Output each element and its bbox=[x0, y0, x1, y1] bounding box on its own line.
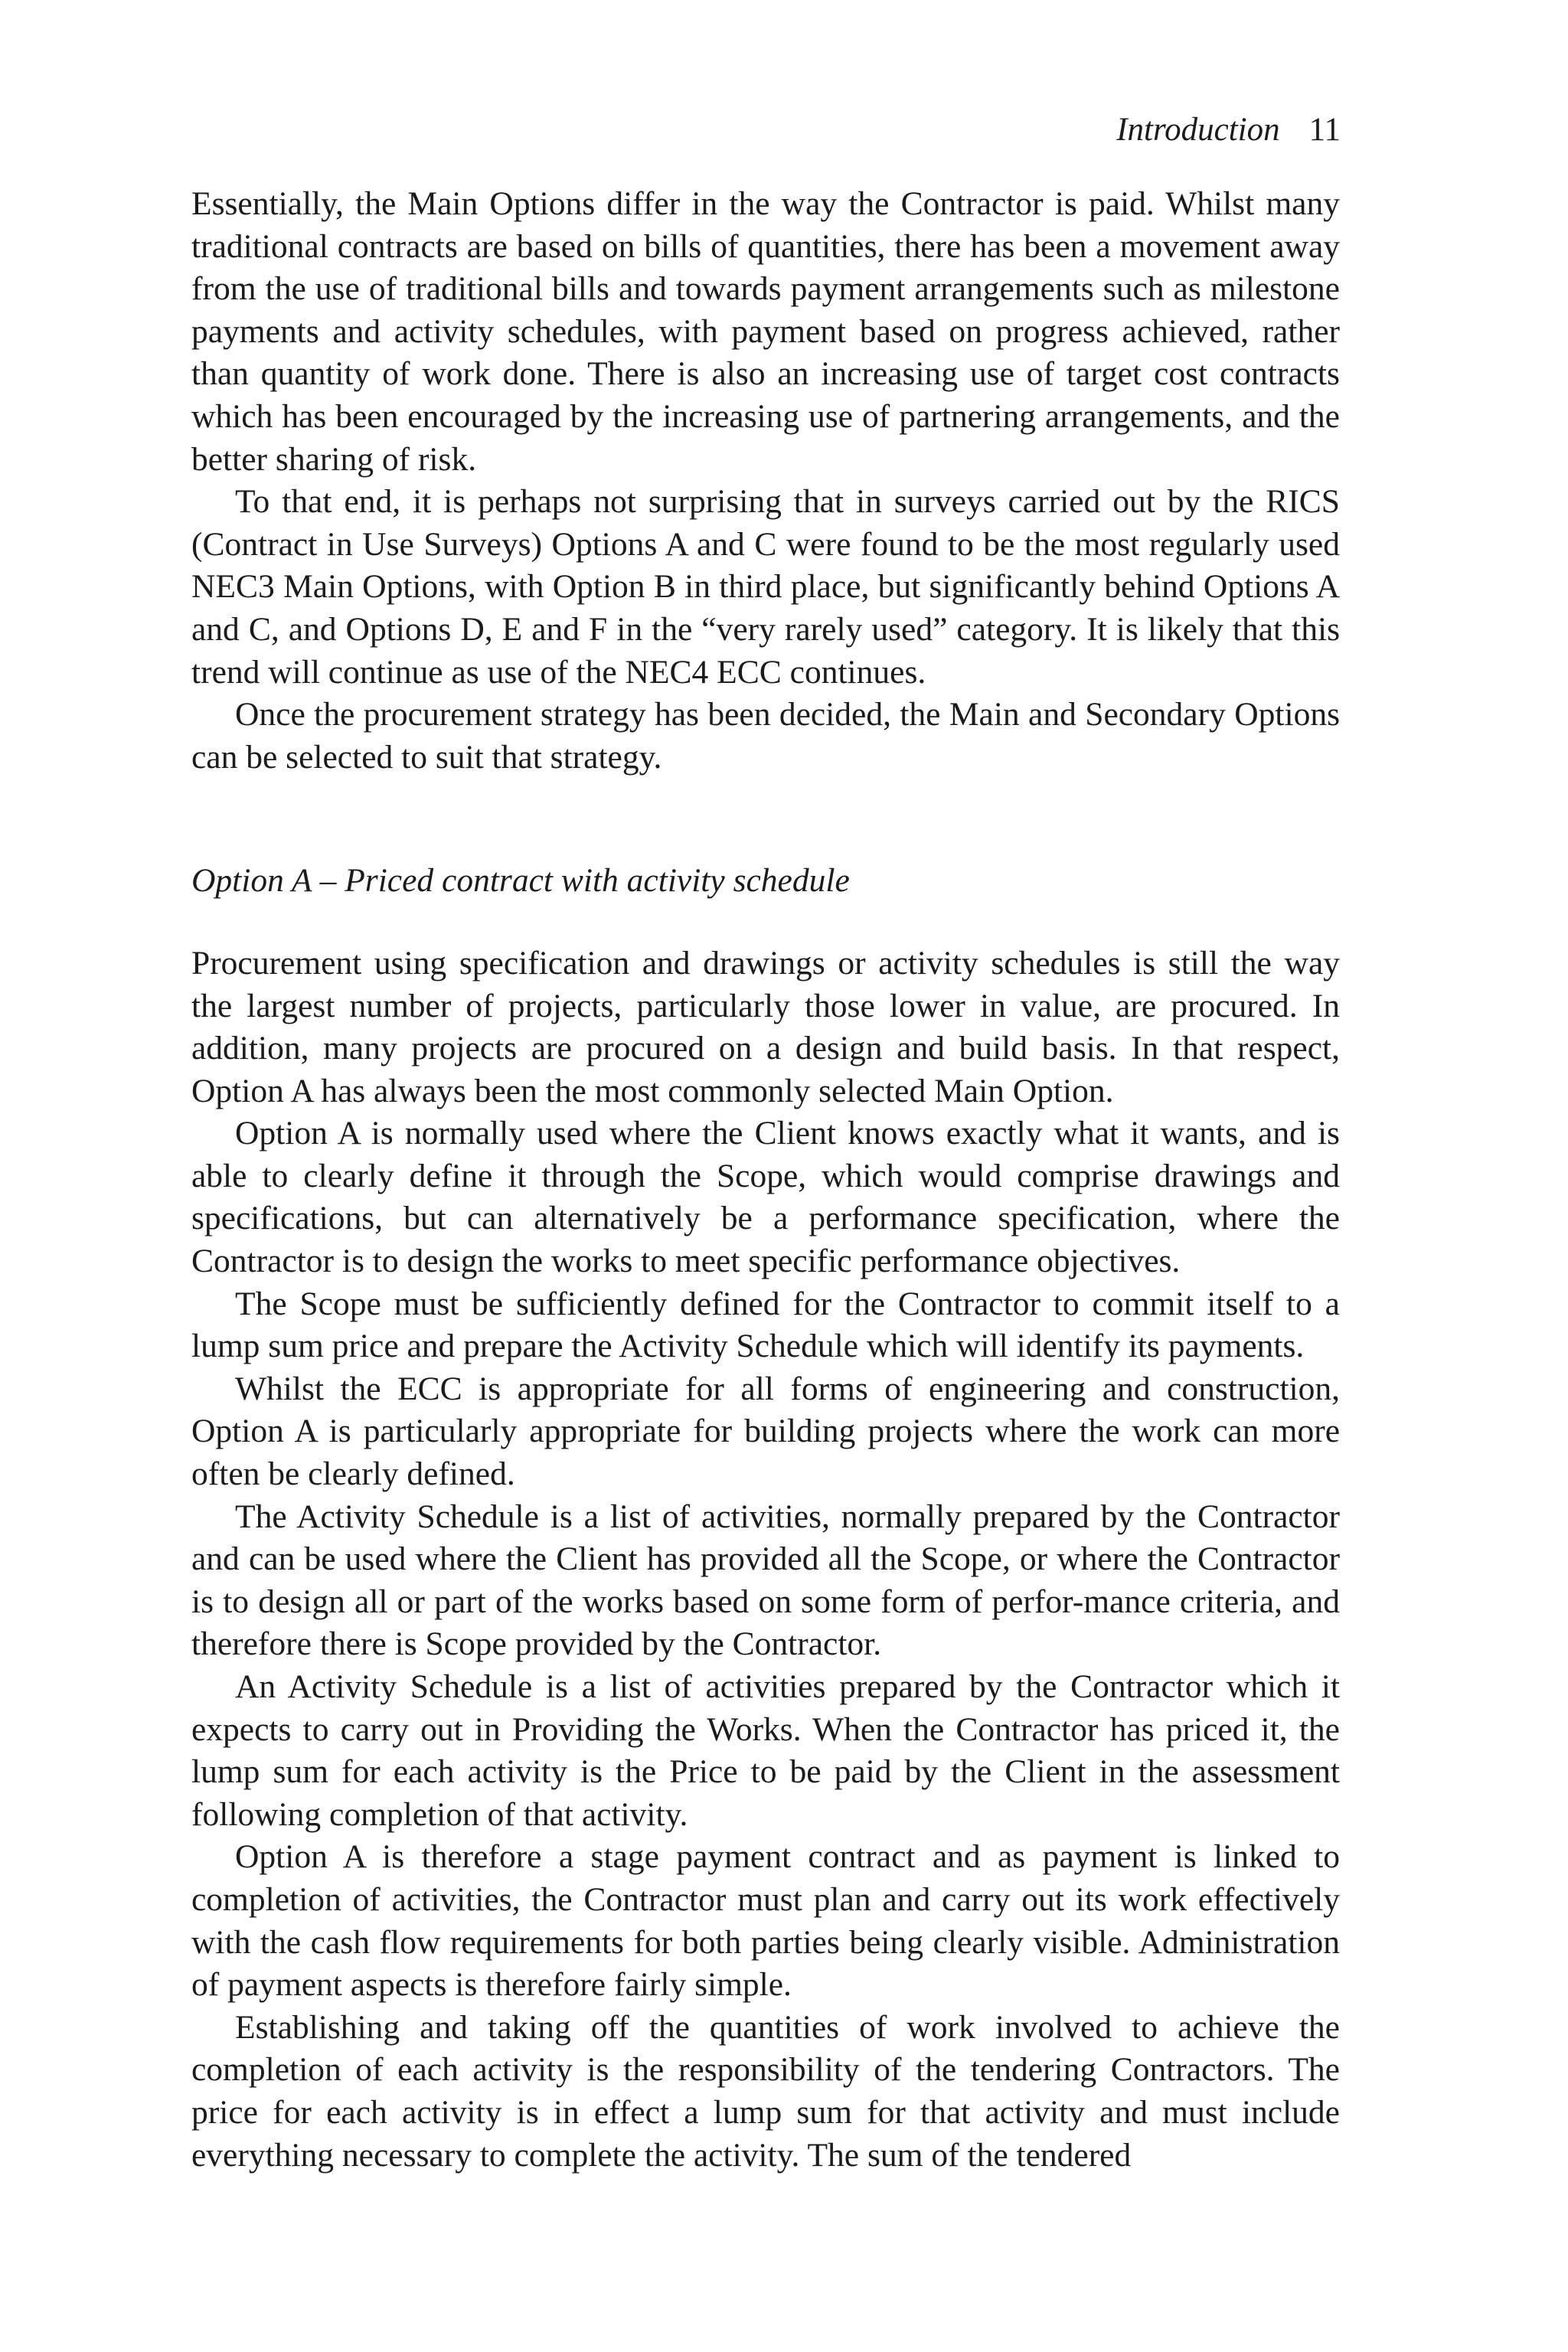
body-text bbox=[191, 183, 1340, 2177]
paragraph: To that end, it is perhaps not surprising that in surveys carried out by the RICS (Contract in Use Surveys) Options A and C were found to be the most regularly used NEC3 Main Options, with Option B in third place, but significantly behind Options A and C, and Options D, E and F in the “very rarely used” category. It is likely that this trend will continue as use of the NEC4 ECC continues. bbox=[191, 483, 1340, 691]
page-number: 11 bbox=[1308, 112, 1341, 148]
paragraph: Option A is normally used where the Client knows exactly what it wants, and is able to clearly define it through the Scope, which would comprise drawings and specifications, but can alternatively be a performance specification, where the Contractor is to design the works to meet specific performance objectives. bbox=[191, 1115, 1340, 1280]
paragraph: Establishing and taking off the quantities of work involved to achieve the completion of each activity is the responsibility of the tendering Contractors. The price for each activity is in effect a lump sum for that activity and must include everything necessary to complete the activity. The sum of the tendered bbox=[191, 2008, 1340, 2174]
paragraph: An Activity Schedule is a list of activities prepared by the Contractor which it expects to carry out in Providing the Works. When the Contractor has priced it, the lump sum for each activity is the Price to be paid by the Client in the assessment following completion of that activity. bbox=[191, 1668, 1340, 1833]
section-heading: Option A – Priced contract with activity schedule bbox=[191, 862, 850, 900]
running-head bbox=[1116, 113, 1341, 146]
paragraph: The Activity Schedule is a list of activities, normally prepared by the Contractor and can be used where the Client has provided all the Scope, or where the Contractor is to design all or part of the works based on some form of perfor-mance criteria, and therefore there is Scope provided by the Contractor. bbox=[191, 1498, 1340, 1663]
paragraph: Option A is therefore a stage payment contract and as payment is linked to completion of activities, the Contractor must plan and carry out its work effectively with the cash flow requirements for both parties being clearly visible. Administration of payment aspects is therefore fairly simple. bbox=[191, 1838, 1340, 2004]
paragraph: Once the procurement strategy has been decided, the Main and Secondary Options can be selected to suit that strategy. bbox=[191, 696, 1340, 776]
paragraph: The Scope must be sufficiently defined for the Contractor to commit itself to a lump sum price and prepare the Activity Schedule which will identify its payments. bbox=[191, 1285, 1340, 1365]
running-head-title: Introduction bbox=[1116, 112, 1280, 148]
paragraph: Procurement using specification and drawings or activity schedules is still the way the largest number of projects, particularly those lower in value, are procured. In addition, many projects are procured on a design and build basis. In that respect, Option A has always been the most commonly selected Main Option. bbox=[191, 944, 1340, 1109]
paragraph: Whilst the ECC is appropriate for all forms of engineering and construction, Option A is particularly appropriate for building projects where the work can more often be clearly defined. bbox=[191, 1370, 1340, 1493]
paragraph: Essentially, the Main Options differ in the way the Contractor is paid. Whilst many traditional contracts are based on bills of quantities, there has been a movement away from the use of traditional bills and towards payment arrangements such as milestone payments and activity schedules, with payment based on progress achieved, rather than quantity of work done. There is also an increasing use of target cost contracts which has been encouraged by the increasing use of partnering arrangements, and the better sharing of risk. bbox=[191, 185, 1340, 478]
